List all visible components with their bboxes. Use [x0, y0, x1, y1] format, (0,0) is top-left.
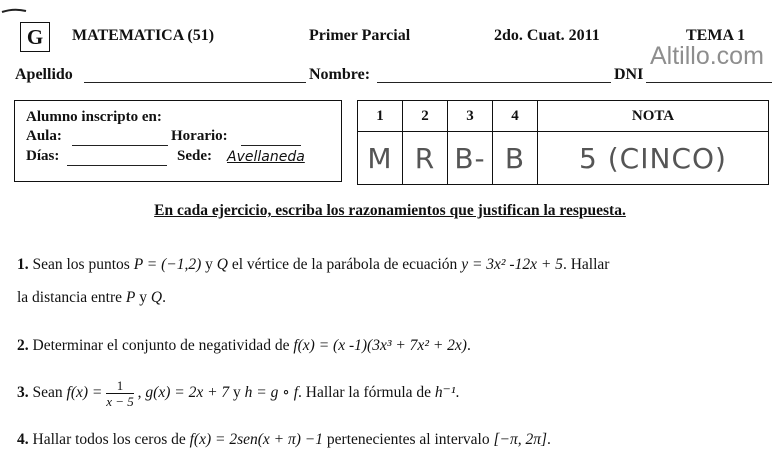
period-label: 2do. Cuat. 2011: [494, 27, 600, 44]
exercise-1-text: la distancia entre: [17, 289, 123, 306]
exercise-1-text: .: [162, 289, 166, 306]
exercise-1-p: P: [125, 289, 136, 306]
grade-header-1: 1: [358, 101, 403, 132]
aula-label: Aula:: [26, 128, 62, 144]
exercise-1-text: el vértice de la parábola de ecuación: [231, 256, 458, 273]
exercise-4-text: .: [547, 431, 551, 448]
exercise-4-interval: [−π, 2π]: [493, 431, 548, 448]
exercise-2: [17, 337, 471, 355]
exercise-4: [17, 431, 551, 449]
exercise-1-text: y: [139, 289, 147, 306]
exercise-1-text: y: [205, 256, 213, 273]
enrolled-label: Alumno inscripto en:: [26, 109, 162, 125]
exercise-4-number: 4.: [17, 431, 29, 448]
sede-value: Avellaneda: [227, 149, 305, 165]
exercise-3-f: f(x) =: [66, 384, 103, 402]
exercise-3: [17, 378, 459, 409]
exercise-1-text: . Hallar: [562, 256, 610, 273]
exercise-1-point-q: Q: [216, 256, 228, 273]
watermark: Altillo.com: [650, 42, 764, 70]
sede-label: Sede:: [177, 148, 212, 164]
enrollment-box: [14, 100, 342, 182]
grade-value-3: B-: [448, 132, 493, 185]
grades-table: [357, 100, 769, 185]
grade-header-nota: NOTA: [538, 101, 769, 132]
exercise-3-text: y: [233, 384, 241, 402]
grade-header-3: 3: [448, 101, 493, 132]
grade-value-4: B: [493, 132, 538, 185]
aula-field[interactable]: [72, 145, 168, 146]
dni-field[interactable]: [646, 82, 772, 83]
dias-field[interactable]: [67, 165, 167, 166]
exercise-3-h: h = g ∘ f: [244, 384, 299, 402]
exercise-3-h-inverse: h⁻¹: [434, 384, 456, 402]
exercise-4-text: Hallar todos los ceros de: [32, 431, 186, 448]
dni-label: DNI: [614, 66, 644, 83]
grades-value-row: [358, 132, 769, 185]
exercise-4-function: f(x) = 2sen(x + π) −1: [189, 431, 324, 448]
exercise-1-line-2: [17, 289, 166, 307]
fraction-numerator: 1: [106, 378, 134, 394]
grade-value-2: R: [403, 132, 448, 185]
exercise-2-function: f(x) = (x -1)(3x³ + 7x² + 2x): [293, 337, 467, 354]
exercise-3-text: ,: [137, 384, 142, 402]
exercise-1-point-p: P = (−1,2): [133, 256, 202, 273]
exercise-2-text: .: [466, 337, 471, 354]
grade-header-4: 4: [493, 101, 538, 132]
exercise-1-number: 1.: [17, 256, 29, 273]
dias-label: Días:: [26, 148, 60, 164]
grade-value-1: M: [358, 132, 403, 185]
instructions: En cada ejercicio, escriba los razonamientos que justifican la respuesta.: [154, 202, 626, 219]
exercise-3-fraction: [106, 378, 134, 409]
horario-label: Horario:: [171, 128, 228, 144]
exercise-1-q: Q: [150, 289, 163, 306]
apellido-field[interactable]: [84, 82, 306, 83]
exercise-3-text: . Hallar la fórmula de: [298, 384, 432, 402]
exercise-1-equation: y = 3x² -12x + 5: [461, 256, 563, 273]
fraction-denominator: x − 5: [106, 394, 134, 409]
nombre-label: Nombre:: [309, 66, 371, 83]
tema-label: TEMA 1: [686, 27, 746, 44]
exercise-3-text: .: [455, 384, 460, 402]
tema-letter-box: G: [20, 22, 50, 52]
exercise-3-text: Sean: [32, 384, 63, 402]
grades-header-row: [358, 101, 769, 132]
exercise-3-g: g(x) = 2x + 7: [145, 384, 230, 402]
apellido-label: Apellido: [15, 66, 73, 83]
exercise-1-text: Sean los puntos: [32, 256, 130, 273]
exam-title: Primer Parcial: [309, 27, 411, 44]
exercise-4-text: pertenecientes al intervalo: [326, 431, 490, 448]
exercise-1: [17, 256, 609, 274]
grade-header-2: 2: [403, 101, 448, 132]
subject-title: MATEMATICA (51): [72, 27, 215, 44]
exercise-3-number: 3.: [17, 384, 29, 402]
exercise-2-number: 2.: [17, 337, 29, 354]
nombre-field[interactable]: [377, 82, 611, 83]
horario-field[interactable]: [241, 145, 301, 146]
grade-value-nota: 5 (CINCO): [538, 132, 769, 185]
exercise-2-text: Determinar el conjunto de negatividad de: [32, 337, 290, 354]
